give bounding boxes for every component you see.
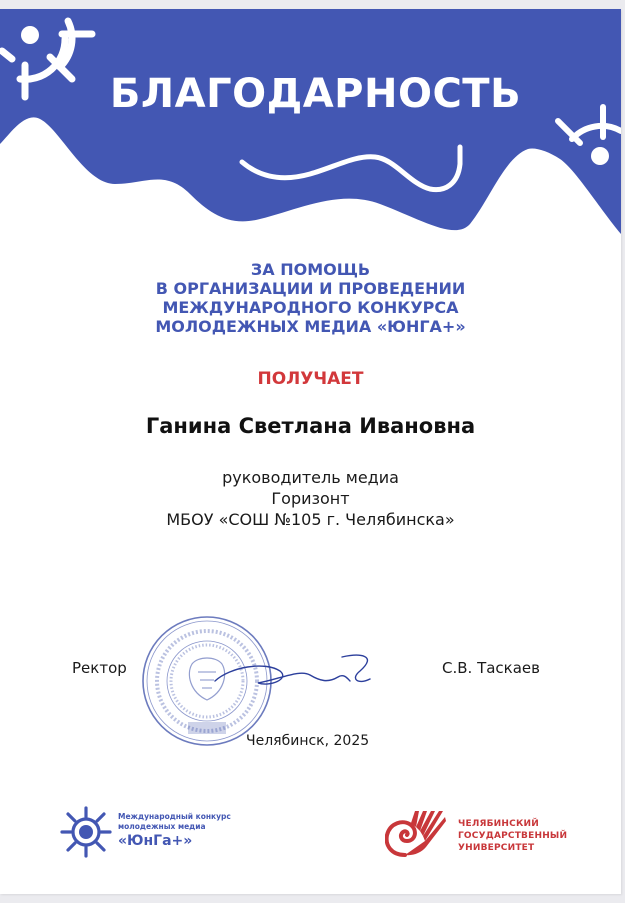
recipient-media-name: Горизонт <box>271 489 350 508</box>
junga-logo <box>58 804 298 864</box>
signatory-position: Ректор <box>72 659 127 677</box>
purpose-line: МОЛОДЕЖНЫХ МЕДИА «ЮНГА+» <box>155 317 466 336</box>
csu-name-line: ГОСУДАРСТВЕННЫЙ <box>458 831 568 841</box>
recipient-name: Ганина Светлана Ивановна <box>145 414 476 438</box>
junga-wheel-icon <box>58 804 114 860</box>
purpose-line: В ОРГАНИЗАЦИИ И ПРОВЕДЕНИИ <box>155 279 466 298</box>
csu-name-line: УНИВЕРСИТЕТ <box>458 843 535 853</box>
header-wave-banner <box>0 9 621 239</box>
receives-label: ПОЛУЧАЕТ <box>257 369 364 389</box>
junga-caption-line: Международный конкурс <box>118 812 231 821</box>
recipient-details <box>0 467 621 530</box>
rector-signature <box>210 649 380 699</box>
recipient-position: руководитель медиа <box>222 468 399 487</box>
place-and-date: Челябинск, 2025 <box>246 733 370 749</box>
recipient-organization: МБОУ «СОШ №105 г. Челябинска» <box>166 510 455 529</box>
junga-caption-line: молодежных медиа <box>118 822 206 831</box>
purpose-text <box>0 260 621 336</box>
csu-name-line: ЧЕЛЯБИНСКИЙ <box>458 819 539 829</box>
purpose-line: ЗА ПОМОЩЬ <box>250 260 371 279</box>
purpose-line: МЕЖДУНАРОДНОГО КОНКУРСА <box>162 298 459 317</box>
csu-shell-icon <box>385 809 447 859</box>
certificate-page <box>0 9 621 894</box>
csu-logo <box>385 809 605 864</box>
csu-name <box>458 818 567 854</box>
signatory-name: С.В. Таскаев <box>442 659 540 677</box>
junga-caption <box>118 812 231 832</box>
certificate-title: БЛАГОДАРНОСТЬ <box>109 71 522 117</box>
junga-brand-name: «ЮнГа+» <box>118 833 193 849</box>
